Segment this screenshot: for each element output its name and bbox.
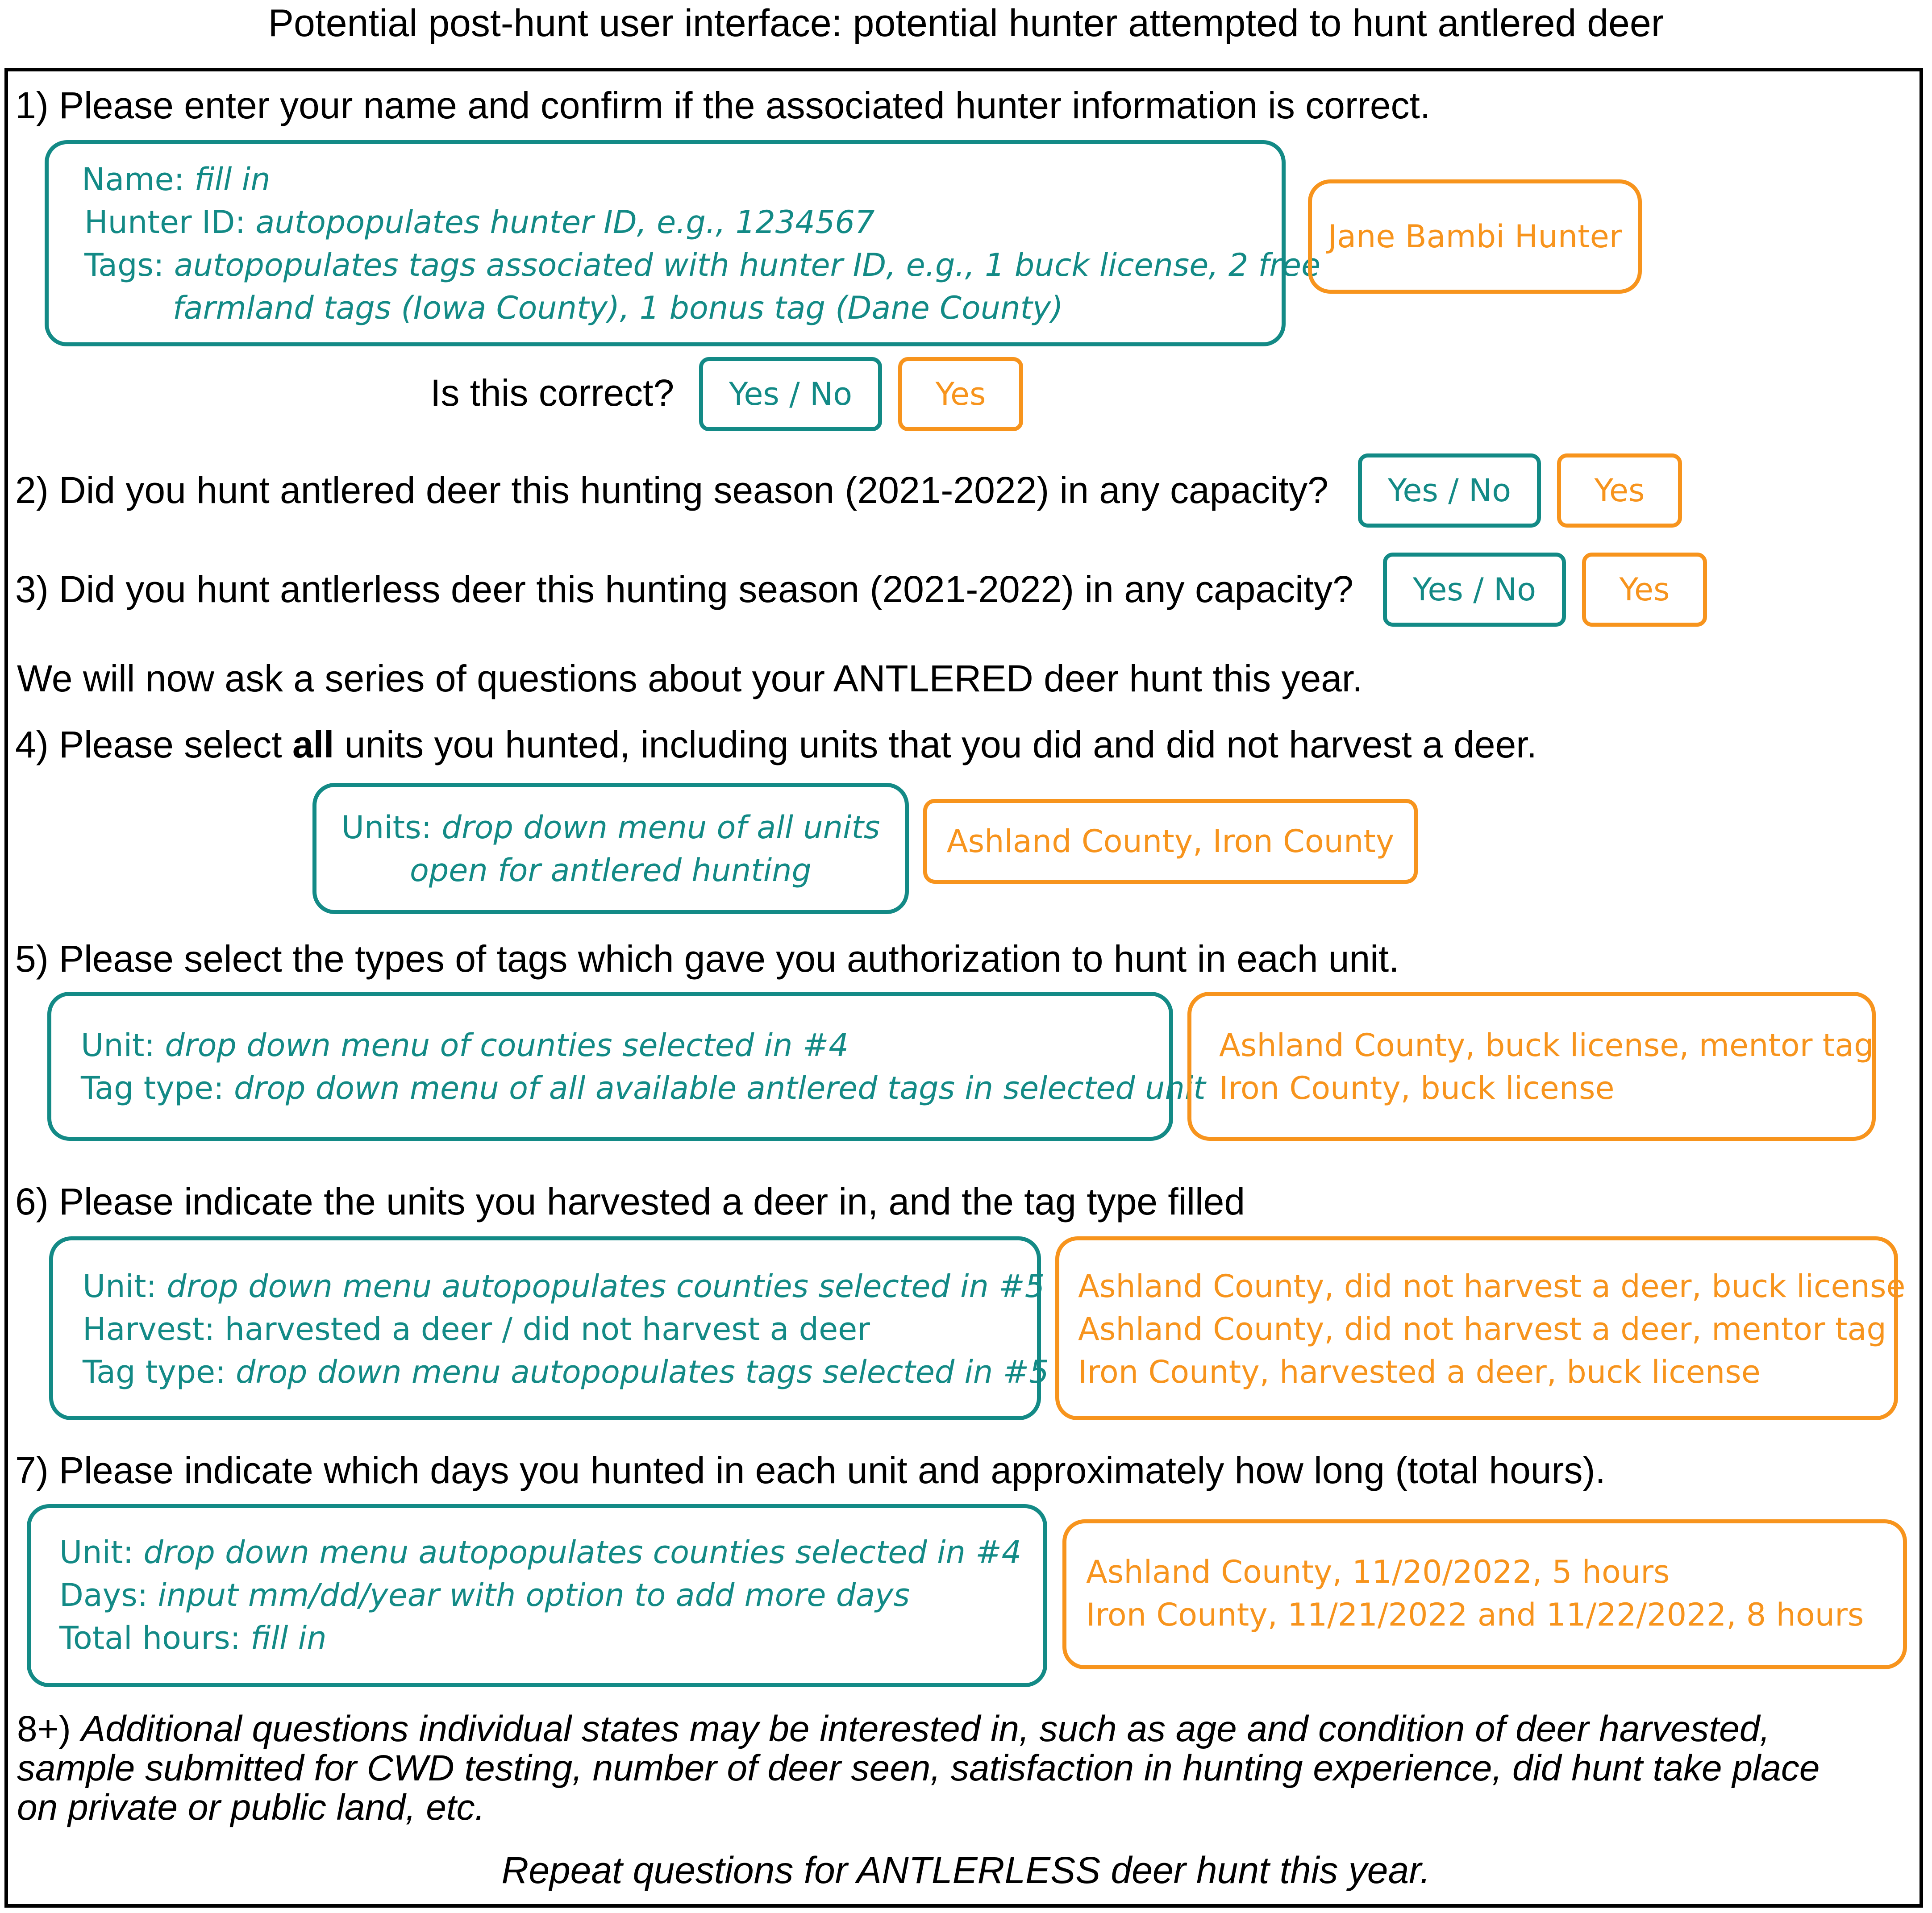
harvest-unit-dropdown[interactable]: drop down menu autopopulates counties selected in #5 bbox=[167, 1268, 1045, 1305]
hunter-id-line bbox=[84, 200, 874, 244]
tag-type-answer-example: Ashland County, buck license, mentor tag Iron County, buck license bbox=[1187, 992, 1876, 1141]
tags-label: Tags: bbox=[84, 247, 164, 283]
name-label: Name: bbox=[82, 161, 185, 198]
units-label: Units: bbox=[341, 809, 432, 846]
harvest-tag-line: Tag type: drop down menu autopopulates tags selected in #5 bbox=[83, 1354, 1049, 1390]
example-name-box bbox=[1308, 179, 1642, 294]
question-1-text: 1) Please enter your name and confirm if the associated hunter information is correct. bbox=[15, 84, 1431, 126]
days-unit-line: Unit: drop down menu autopopulates counties selected in #4 bbox=[59, 1534, 1022, 1571]
total-hours-line: Total hours: fill in bbox=[59, 1620, 327, 1656]
units-answer-example: Ashland County, Iron County bbox=[923, 799, 1418, 884]
name-input[interactable]: fill in bbox=[194, 161, 271, 198]
example-name: Jane Bambi Hunter bbox=[1328, 218, 1622, 255]
figure-title: Potential post-hunt user interface: potential hunter attempted to hunt antlered deer bbox=[268, 2, 1664, 45]
tags-value: autopopulates tags associated with hunter ID, e.g., 1 buck license, 2 free bbox=[174, 247, 1321, 283]
antlered-section-intro: We will now ask a series of questions about your ANTLERED deer hunt this year. bbox=[17, 657, 1363, 699]
question-4-text: 4) Please select all units you hunted, including units that you did and did not harvest a deer. bbox=[15, 724, 1537, 765]
harvest-unit-line: Unit: drop down menu autopopulates counties selected in #5 bbox=[83, 1268, 1045, 1305]
question-7-text: 7) Please indicate which days you hunted in each unit and approximately how long (total hours). bbox=[15, 1449, 1606, 1491]
days-hours-answer-example: Ashland County, 11/20/2022, 5 hours Iron County, 11/21/2022 and 11/22/2022, 8 hours bbox=[1062, 1519, 1907, 1669]
days-hours-box bbox=[27, 1504, 1047, 1687]
repeat-antlerless-note: Repeat questions for ANTLERLESS deer hunt this year. bbox=[501, 1849, 1431, 1891]
tags-value-continued: farmland tags (Iowa County), 1 bonus tag (Dane County) bbox=[173, 290, 1063, 326]
hunter-name-line bbox=[82, 158, 271, 201]
q2-yes-no-button[interactable]: Yes / No bbox=[1358, 453, 1541, 528]
days-unit-dropdown[interactable]: drop down menu autopopulates counties selected in #4 bbox=[143, 1534, 1022, 1571]
tag-type-box bbox=[47, 992, 1206, 1141]
q3-yes-no-button[interactable]: Yes / No bbox=[1383, 553, 1566, 627]
q2-answer-example: Yes bbox=[1557, 453, 1682, 528]
question-2-text: 2) Did you hunt antlered deer this hunting season (2021-2022) in any capacity? bbox=[15, 469, 1328, 511]
total-hours-input[interactable]: fill in bbox=[250, 1620, 327, 1656]
harvest-box bbox=[49, 1236, 1049, 1420]
tag-type-line: Tag type: drop down menu of all available antlered tags in selected unit bbox=[81, 1070, 1206, 1106]
hunter-id-label: Hunter ID: bbox=[84, 204, 246, 241]
harvest-status-toggle[interactable]: harvested a deer / did not harvest a deer bbox=[225, 1311, 870, 1347]
tags-line-continued bbox=[173, 286, 1063, 330]
days-input[interactable]: input mm/dd/year with option to add more days bbox=[158, 1577, 910, 1614]
confirm-yes-no-button[interactable]: Yes / No bbox=[699, 357, 882, 431]
question-8-text-line-3: on private or public land, etc. bbox=[17, 1787, 485, 1828]
unit-dropdown[interactable]: drop down menu of counties selected in #4 bbox=[165, 1027, 849, 1064]
days-line: Days: input mm/dd/year with option to add more days bbox=[59, 1577, 910, 1614]
hunter-id-value: autopopulates hunter ID, e.g., 1234567 bbox=[255, 204, 875, 241]
tags-line bbox=[84, 243, 1320, 287]
tag-type-dropdown[interactable]: drop down menu of all available antlered tags in selected unit bbox=[233, 1070, 1206, 1106]
q3-answer-example: Yes bbox=[1582, 553, 1707, 627]
harvest-tag-dropdown[interactable]: drop down menu autopopulates tags selected in #5 bbox=[235, 1354, 1049, 1390]
hunter-info-box bbox=[45, 140, 1321, 346]
question-3-text: 3) Did you hunt antlerless deer this hunting season (2021-2022) in any capacity? bbox=[15, 568, 1353, 610]
confirm-answer-example: Yes bbox=[898, 357, 1023, 431]
unit-line: Unit: drop down menu of counties selected in #4 bbox=[81, 1027, 849, 1064]
harvest-answer-example: Ashland County, did not harvest a deer, buck license Ashland County, did not harvest a deer, mentor tag Iron County, harvested a deer, buck license bbox=[1055, 1236, 1898, 1420]
units-line-2: open for antlered hunting bbox=[410, 852, 812, 889]
question-8-text-line-2: sample submitted for CWD testing, number of deer seen, satisfaction in hunting experience, did hunt take place bbox=[17, 1748, 1820, 1788]
confirm-label: Is this correct? bbox=[430, 372, 675, 414]
units-dropdown-box[interactable] bbox=[312, 783, 909, 914]
question-8-text: 8+) Additional questions individual states may be interested in, such as age and condition of deer harvested, bbox=[17, 1709, 1770, 1749]
units-line-1 bbox=[316, 806, 905, 849]
question-6-text: 6) Please indicate the units you harvested a deer in, and the tag type filled bbox=[15, 1181, 1245, 1223]
question-5-text: 5) Please select the types of tags which gave you authorization to hunt in each unit. bbox=[15, 938, 1399, 980]
units-dropdown[interactable]: drop down menu of all units bbox=[441, 809, 880, 846]
harvest-status-line: Harvest: harvested a deer / did not harvest a deer bbox=[83, 1311, 870, 1347]
